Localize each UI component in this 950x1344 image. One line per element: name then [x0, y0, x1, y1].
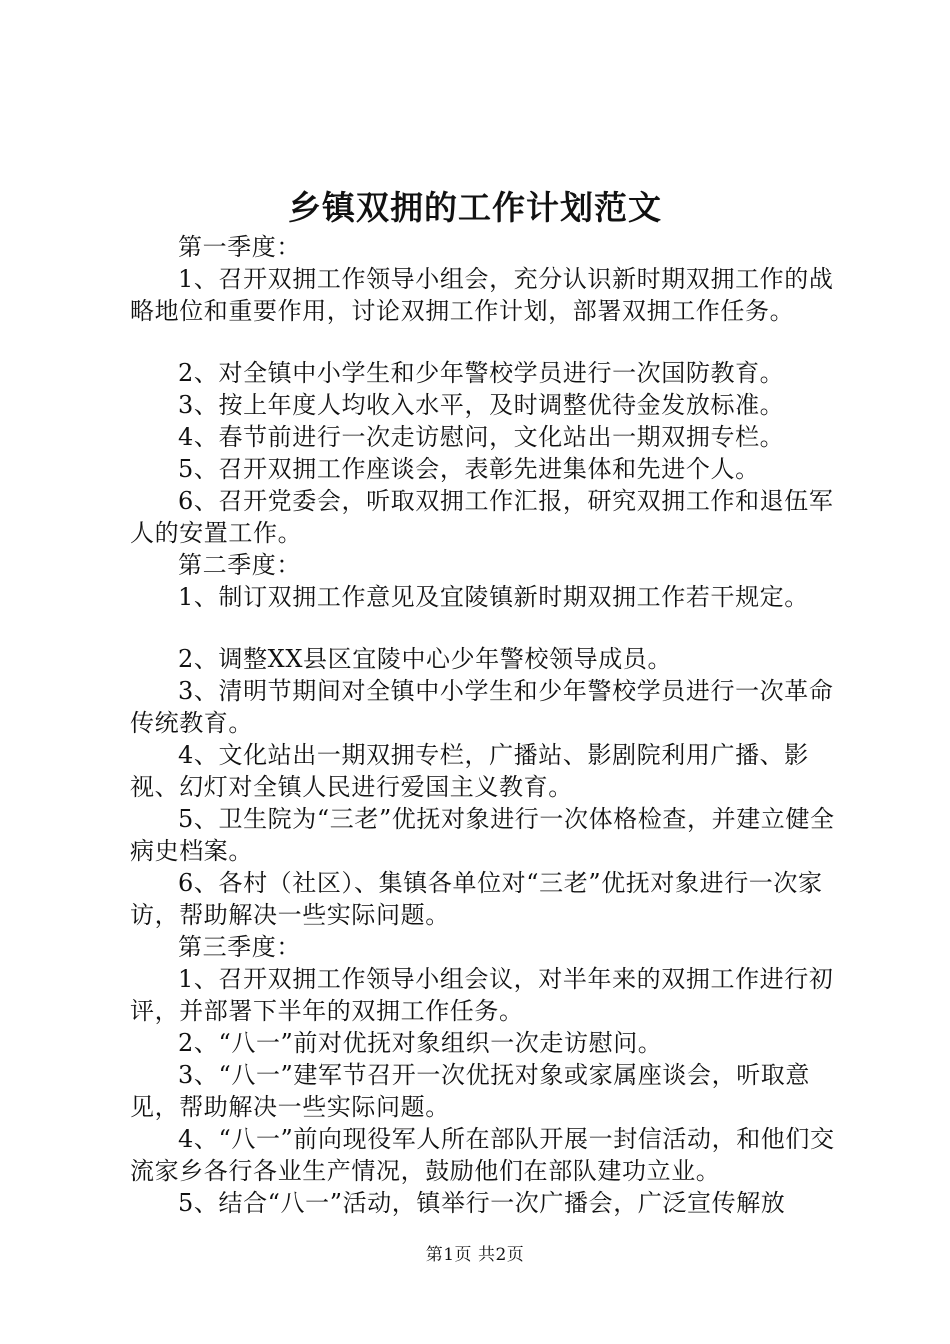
- paragraph-q3-item-5: 5、结合“八一”活动，镇举行一次广播会，广泛宣传解放: [178, 1189, 786, 1217]
- paragraph-q2-item-5: 5、卫生院为“三老”优抚对象进行一次体格检查，并建立健全病史档案。: [130, 805, 835, 865]
- paragraph-q1-item-4: 4、春节前进行一次走访慰问，文化站出一期双拥专栏。: [178, 423, 785, 451]
- paragraph-q2-item-3: 3、清明节期间对全镇中小学生和少年警校学员进行一次革命传统教育。: [130, 677, 834, 737]
- paragraph-q1-item-6: 6、召开党委会，听取双拥工作汇报，研究双拥工作和退伍军人的安置工作。: [130, 487, 834, 547]
- document-body: [130, 231, 835, 1219]
- paragraph-q2-item-6: 6、各村（社区）、集镇各单位对“三老”优抚对象进行一次家访，帮助解决一些实际问题。: [130, 869, 823, 929]
- page-footer: 第1页 共2页: [425, 1245, 525, 1265]
- paragraph-q1-heading: 第一季度：: [178, 233, 301, 261]
- paragraph-q3-item-4: 4、“八一”前向现役军人所在部队开展一封信活动，和他们交流家乡各行各业生产情况，鼓励他们在部队建功立业。: [130, 1125, 835, 1185]
- paragraph-q3-item-1: 1、召开双拥工作领导小组会议，对半年来的双拥工作进行初评，并部署下半年的双拥工作任务。: [130, 965, 834, 1025]
- paragraph-q1-item-1: 1、召开双拥工作领导小组会，充分认识新时期双拥工作的战略地位和重要作用，讨论双拥工作计划，部署双拥工作任务。: [130, 265, 834, 325]
- paragraph-q1-item-5: 5、召开双拥工作座谈会，表彰先进集体和先进个人。: [178, 455, 760, 483]
- paragraph-q2-item-4: 4、文化站出一期双拥专栏，广播站、影剧院利用广播、影视、幻灯对全镇人民进行爱国主义教育。: [130, 741, 809, 801]
- paragraph-q1-item-3: 3、按上年度人均收入水平，及时调整优待金发放标准。: [178, 391, 785, 419]
- paragraph-q3-item-2: 2、“八一”前对优抚对象组织一次走访慰问。: [178, 1029, 663, 1057]
- paragraph-q3-heading: 第三季度：: [178, 933, 301, 961]
- paragraph-q2-heading: 第二季度：: [178, 551, 301, 579]
- paragraph-q2-item-2: 2、调整XX县区宜陵中心少年警校领导成员。: [178, 645, 673, 673]
- paragraph-q1-item-2: 2、对全镇中小学生和少年警校学员进行一次国防教育。: [178, 359, 785, 387]
- paragraph-q2-item-1: 1、制订双拥工作意见及宜陵镇新时期双拥工作若干规定。: [178, 583, 809, 611]
- paragraph-q3-item-3: 3、“八一”建军节召开一次优抚对象或家属座谈会，听取意见，帮助解决一些实际问题。: [130, 1061, 811, 1121]
- document-title: 乡镇双拥的工作计划范文: [288, 188, 662, 227]
